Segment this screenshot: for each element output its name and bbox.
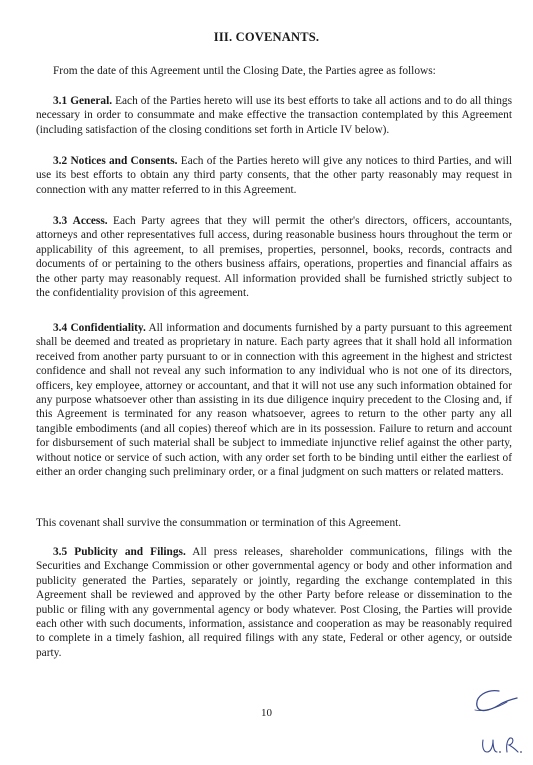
section-body: All information and documents furnished by a party pursuant to this agreement shall be deemed and treated as proprietary in nature. Each party agrees that it shall hold all information received from another party pursuant to or in connection with this agreement in the highest and strictest confidence and shall not reveal any such information to any individual who is not one of its directors, officers, key employee, attorney or accountant, and that it will not use any such information obtained for any purpose whatsoever other than assisting in its due diligence inquiry precedent to the Closing and, if this Agreement is terminated for any reason whatsoever, agrees to return to the other party any all tangible embodiments (and all copies) thereof which are in its possession. Failure to return and account for disbursement of such material shall be subject to immediate injunctive relief against the other party, without notice or service of such action, with any order set forth to be binding until either the earliest of either an order changing such preliminary order, or a final judgment on such matters or related matters. xyxy=(36,322,512,479)
section-title-punct: . xyxy=(104,215,108,227)
section-3-2-paragraph xyxy=(36,154,512,197)
section-heading: III. COVENANTS. xyxy=(213,30,320,44)
section-title-punct: . xyxy=(182,546,186,558)
section-number: 3.2 xyxy=(53,155,68,167)
section-body: All press releases, shareholder communications, filings with the Securities and Exchange Commission or other governmental agency or body and other information and publicity generated the Parties, separately or jointly, regarding the exchange contemplated in this Agreement shall be reviewed and approved by the other Party before release or dissemination to the public or filing with any governmental agency or body whatever. Post Closing, the Parties will provide each other with such documents, information, assistance and cooperation as may be reasonably required to complete in a timely fashion, all required filings with any state, Federal or other agency, or outside party. xyxy=(36,546,512,659)
section-number: 3.1 xyxy=(53,95,68,107)
section-title-punct: . xyxy=(109,95,113,107)
section-3-5-paragraph xyxy=(36,545,512,660)
section-body: Each of the Parties hereto will give any notices to third Parties, and will use its best efforts to obtain any third party consents, that the other party reasonably may request in connection with any matter referred to in this Agreement. xyxy=(36,155,512,196)
page-number: 10 xyxy=(261,707,272,719)
section-3-3-paragraph xyxy=(36,214,512,300)
section-number: 3.5 xyxy=(53,546,68,558)
section-3-1-paragraph xyxy=(36,94,512,137)
section-number: 3.4 xyxy=(53,322,68,334)
section-title: Publicity and Filings xyxy=(74,546,183,558)
section-body: Each Party agrees that they will permit the other's directors, officers, accountants, attorneys and other representatives full access, during reasonable business hours throughout the term or applicability of this agreement, to all premises, properties, personnel, books, records, contracts and documents of or pertaining to the others business affairs, operations, properties and financial affairs as the other party may reasonably request. All information provided shall be furnished strictly subject to the confidentiality provision of this agreement. xyxy=(36,215,512,300)
section-title: Notices and Consents xyxy=(70,155,175,167)
intro-paragraph: From the date of this Agreement until the Closing Date, the Parties agree as follows: xyxy=(53,65,436,77)
section-body: Each of the Parties hereto will use its best efforts to take all actions and to do all things necessary in order to consummate and make effective the transaction contemplated by this Agreement (including satisfaction of the closing conditions set forth in Article IV below). xyxy=(36,95,513,136)
section-3-4-paragraph xyxy=(36,321,512,479)
section-title-punct: . xyxy=(142,322,146,334)
section-title: Access xyxy=(72,215,105,227)
section-title: Confidentiality xyxy=(70,322,143,334)
section-title: General xyxy=(70,95,110,107)
handwritten-initials-signature xyxy=(455,688,527,758)
section-title-punct: . xyxy=(174,155,178,167)
section-number: 3.3 xyxy=(53,215,68,227)
survival-clause: This covenant shall survive the consummation or termination of this Agreement. xyxy=(36,517,402,529)
